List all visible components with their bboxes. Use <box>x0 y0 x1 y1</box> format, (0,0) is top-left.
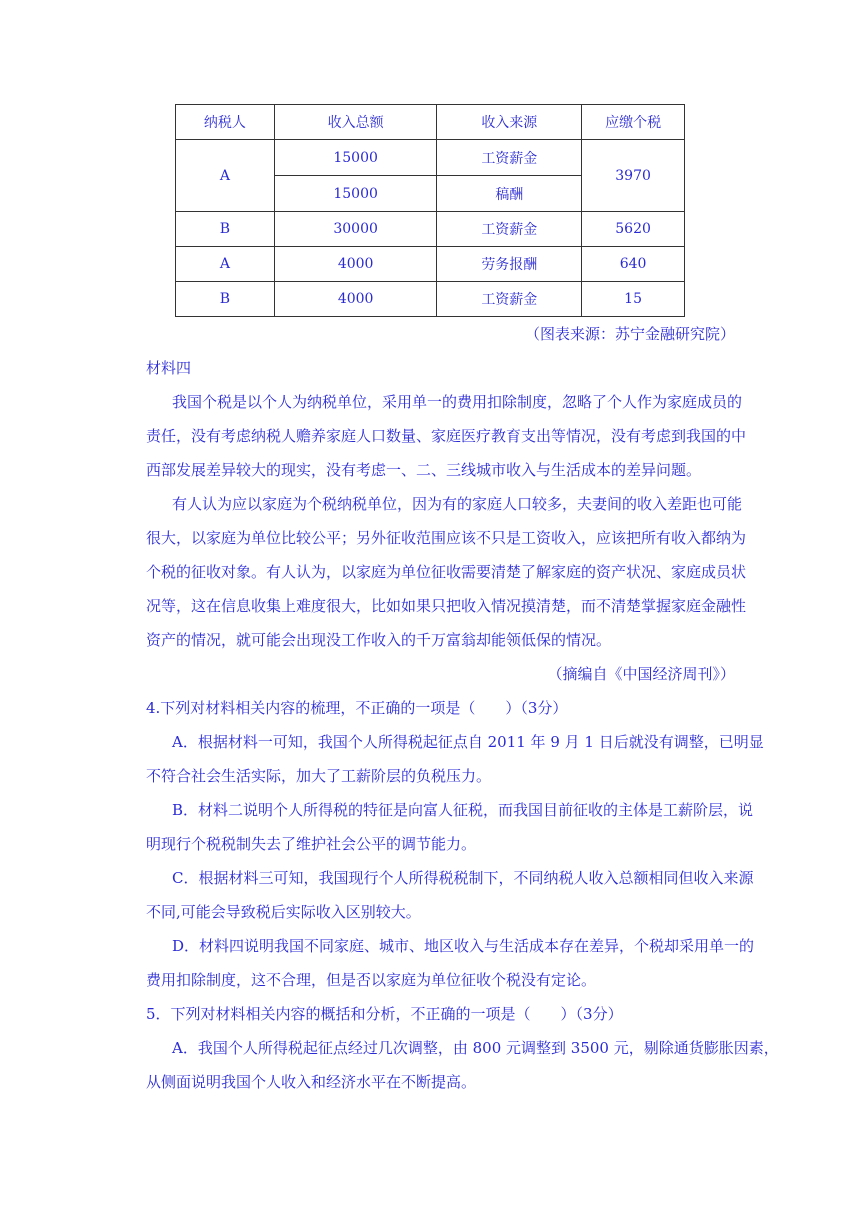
q4-option-b-cont: 明现行个税税制失去了维护社会公平的调节能力。 <box>146 835 477 853</box>
q5-option-a: A．我国个人所得税起征点经过几次调整，由 800 元调整到 3500 元，剔除通货膨胀因素， <box>172 1039 779 1057</box>
cell-tax: 5620 <box>582 212 685 247</box>
paragraph-line: 个税的征收对象。有人认为，以家庭为单位征收需要清楚了解家庭的资产状况、家庭成员状 <box>146 563 747 581</box>
q4-option-c-cont: 不同,可能会导致税后实际收入区别较大。 <box>146 903 421 921</box>
cell-source: 劳务报酬 <box>437 247 582 282</box>
table-row <box>176 247 685 282</box>
material-source: （摘编自《中国经济周刊》） <box>547 665 735 683</box>
paragraph-line: 责任，没有考虑纳税人赡养家庭人口数量、家庭医疗教育支出等情况，没有考虑到我国的中 <box>146 427 747 445</box>
cell-income: 4000 <box>274 247 437 282</box>
cell-source: 工资薪金 <box>437 282 582 317</box>
header-tax: 应缴个税 <box>582 105 685 140</box>
paragraph-line: 西部发展差异较大的现实，没有考虑一、二、三线城市收入与生活成本的差异问题。 <box>146 461 702 479</box>
header-payer: 纳税人 <box>176 105 275 140</box>
cell-source: 工资薪金 <box>437 140 582 176</box>
cell-income: 4000 <box>274 282 437 317</box>
paragraph-line: 我国个税是以个人为纳税单位，采用单一的费用扣除制度，忽略了个人作为家庭成员的 <box>172 393 743 411</box>
cell-payer: A <box>176 140 275 212</box>
cell-tax: 640 <box>582 247 685 282</box>
cell-payer: B <box>176 282 275 317</box>
cell-tax: 15 <box>582 282 685 317</box>
q5-option-a-cont: 从侧面说明我国个人收入和经济水平在不断提高。 <box>146 1073 477 1091</box>
cell-income: 15000 <box>274 176 437 212</box>
q4-option-c: C．根据材料三可知，我国现行个人所得税税制下，不同纳税人收入总额相同但收入来源 <box>172 869 754 887</box>
table-row <box>176 212 685 247</box>
header-income: 收入总额 <box>274 105 437 140</box>
question-4-stem: 4.下列对材料相关内容的梳理，不正确的一项是（ ）（3分） <box>146 699 568 717</box>
q4-option-d: D．材料四说明我国不同家庭、城市、地区收入与生活成本存在差异，个税却采用单一的 <box>172 937 755 955</box>
paragraph-line: 资产的情况，就可能会出现没工作收入的千万富翁却能领低保的情况。 <box>146 631 612 649</box>
header-source: 收入来源 <box>437 105 582 140</box>
cell-source: 工资薪金 <box>437 212 582 247</box>
q4-option-a: A．根据材料一可知，我国个人所得税起征点自 2011 年 9 月 1 日后就没有调整，已明显 <box>172 733 764 751</box>
table-row <box>176 282 685 317</box>
table-source: （图表来源：苏宁金融研究院） <box>524 325 735 343</box>
paragraph-line: 很大，以家庭为单位比较公平；另外征收范围应该不只是工资收入，应该把所有收入都纳为 <box>146 529 747 547</box>
question-5-stem: 5．下列对材料相关内容的概括和分析，不正确的一项是（ ）（3分） <box>146 1005 623 1023</box>
q4-option-b: B．材料二说明个人所得税的特征是向富人征税，而我国目前征收的主体是工薪阶层，说 <box>172 801 754 819</box>
cell-tax: 3970 <box>582 140 685 212</box>
cell-income: 30000 <box>274 212 437 247</box>
cell-income: 15000 <box>274 140 437 176</box>
table-row <box>176 140 685 176</box>
table-header-row <box>176 105 685 140</box>
q4-option-d-cont: 费用扣除制度，这不合理，但是否以家庭为单位征收个税没有定论。 <box>146 971 597 989</box>
material-heading: 材料四 <box>146 359 192 377</box>
cell-source: 稿酬 <box>437 176 582 212</box>
cell-payer: A <box>176 247 275 282</box>
cell-payer: B <box>176 212 275 247</box>
paragraph-line: 况等，这在信息收集上难度很大，比如如果只把收入情况摸清楚，而不清楚掌握家庭金融性 <box>146 597 747 615</box>
q4-option-a-cont: 不符合社会生活实际，加大了工薪阶层的负税压力。 <box>146 767 492 785</box>
paragraph-line: 有人认为应以家庭为个税纳税单位，因为有的家庭人口较多，夫妻间的收入差距也可能 <box>172 495 743 513</box>
tax-table <box>175 104 685 317</box>
